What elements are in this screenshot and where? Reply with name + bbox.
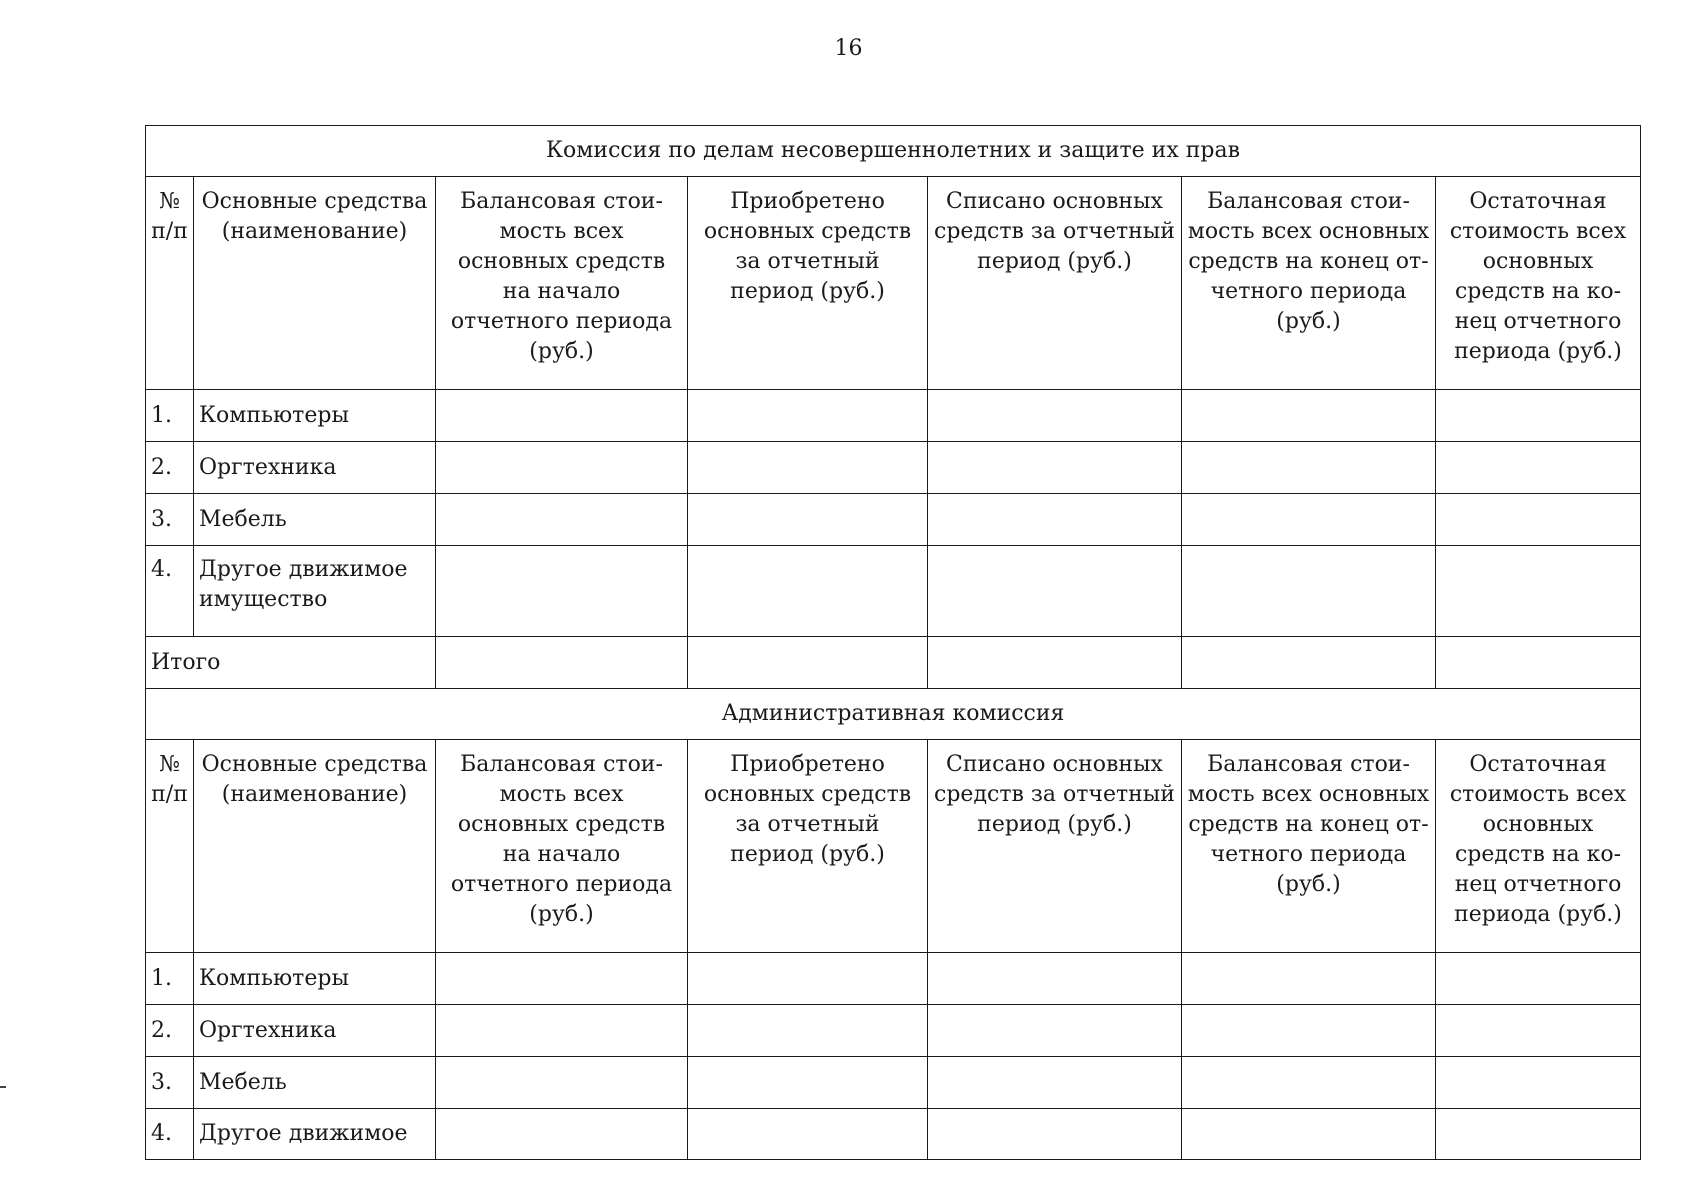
column-header-balance-start: Балансовая стои-мость всех основных средств на начало отчетного периода (руб.) (436, 177, 688, 390)
empty-cell (1436, 494, 1641, 546)
asset-name: Мебель (194, 494, 436, 546)
total-row (146, 637, 1641, 689)
column-header-residual-value: Остаточная стоимость всех основных средств на ко-нец отчетного периода (руб.) (1436, 177, 1641, 390)
empty-cell (1436, 1109, 1641, 1160)
empty-cell (436, 1057, 688, 1109)
asset-name: Мебель (194, 1057, 436, 1109)
empty-cell (436, 637, 688, 689)
margin-mark (0, 1086, 6, 1088)
empty-cell (436, 1109, 688, 1160)
table-row (146, 1057, 1641, 1109)
empty-cell (1436, 546, 1641, 637)
table-row (146, 1005, 1641, 1057)
asset-name: Другое движимое (194, 1109, 436, 1160)
column-header-number: № п/п (146, 740, 194, 953)
column-header-balance-start: Балансовая стои-мость всех основных средств на начало отчетного периода (руб.) (436, 740, 688, 953)
empty-cell (1436, 1057, 1641, 1109)
empty-cell (928, 442, 1182, 494)
table-row (146, 953, 1641, 1005)
table-row (146, 390, 1641, 442)
asset-name: Оргтехника (194, 442, 436, 494)
empty-cell (688, 494, 928, 546)
empty-cell (688, 637, 928, 689)
empty-cell (1436, 953, 1641, 1005)
empty-cell (928, 1057, 1182, 1109)
empty-cell (928, 1005, 1182, 1057)
row-number: 1. (146, 953, 194, 1005)
empty-cell (928, 1109, 1182, 1160)
column-header-acquired: Приобретено основных средств за отчетный период (руб.) (688, 177, 928, 390)
total-label: Итого (146, 637, 436, 689)
section-title-row (146, 126, 1641, 177)
empty-cell (1182, 494, 1436, 546)
row-number: 3. (146, 494, 194, 546)
table-row (146, 546, 1641, 637)
table-row (146, 442, 1641, 494)
column-header-written-off: Списано основных средств за отчетный период (руб.) (928, 740, 1182, 953)
row-number: 3. (146, 1057, 194, 1109)
empty-cell (688, 953, 928, 1005)
page-number: 16 (834, 36, 863, 61)
column-header-asset-name: Основные средства (наименование) (194, 740, 436, 953)
column-header-row (146, 740, 1641, 953)
row-number: 2. (146, 442, 194, 494)
asset-name: Компьютеры (194, 953, 436, 1005)
column-header-written-off: Списано основных средств за отчетный период (руб.) (928, 177, 1182, 390)
empty-cell (928, 953, 1182, 1005)
table-row (146, 494, 1641, 546)
empty-cell (928, 390, 1182, 442)
empty-cell (1436, 390, 1641, 442)
empty-cell (436, 546, 688, 637)
fixed-assets-table (145, 125, 1641, 1160)
row-number: 1. (146, 390, 194, 442)
empty-cell (436, 494, 688, 546)
empty-cell (436, 953, 688, 1005)
empty-cell (688, 1109, 928, 1160)
empty-cell (928, 546, 1182, 637)
empty-cell (688, 390, 928, 442)
empty-cell (1436, 637, 1641, 689)
empty-cell (688, 1005, 928, 1057)
empty-cell (1182, 637, 1436, 689)
section-title-row (146, 689, 1641, 740)
empty-cell (436, 1005, 688, 1057)
empty-cell (1182, 953, 1436, 1005)
column-header-row (146, 177, 1641, 390)
column-header-balance-end: Балансовая стои-мость всех основных средств на конец от-четного периода (руб.) (1182, 740, 1436, 953)
empty-cell (928, 494, 1182, 546)
empty-cell (1182, 1057, 1436, 1109)
column-header-acquired: Приобретено основных средств за отчетный период (руб.) (688, 740, 928, 953)
asset-name: Компьютеры (194, 390, 436, 442)
table-row (146, 1109, 1641, 1160)
empty-cell (1182, 546, 1436, 637)
empty-cell (436, 390, 688, 442)
empty-cell (1182, 1005, 1436, 1057)
empty-cell (1182, 442, 1436, 494)
empty-cell (1182, 1109, 1436, 1160)
section-title: Административная комиссия (146, 689, 1641, 740)
empty-cell (688, 546, 928, 637)
asset-name: Оргтехника (194, 1005, 436, 1057)
empty-cell (1436, 442, 1641, 494)
column-header-number: № п/п (146, 177, 194, 390)
column-header-residual-value: Остаточная стоимость всех основных средств на ко-нец отчетного периода (руб.) (1436, 740, 1641, 953)
section-title: Комиссия по делам несовершеннолетних и защите их прав (146, 126, 1641, 177)
row-number: 4. (146, 546, 194, 637)
empty-cell (1436, 1005, 1641, 1057)
empty-cell (688, 1057, 928, 1109)
empty-cell (688, 442, 928, 494)
empty-cell (1182, 390, 1436, 442)
column-header-asset-name: Основные средства (наименование) (194, 177, 436, 390)
asset-name: Другое движимое имущество (194, 546, 436, 637)
row-number: 2. (146, 1005, 194, 1057)
empty-cell (436, 442, 688, 494)
row-number: 4. (146, 1109, 194, 1160)
empty-cell (928, 637, 1182, 689)
column-header-balance-end: Балансовая стои-мость всех основных средств на конец от-четного периода (руб.) (1182, 177, 1436, 390)
